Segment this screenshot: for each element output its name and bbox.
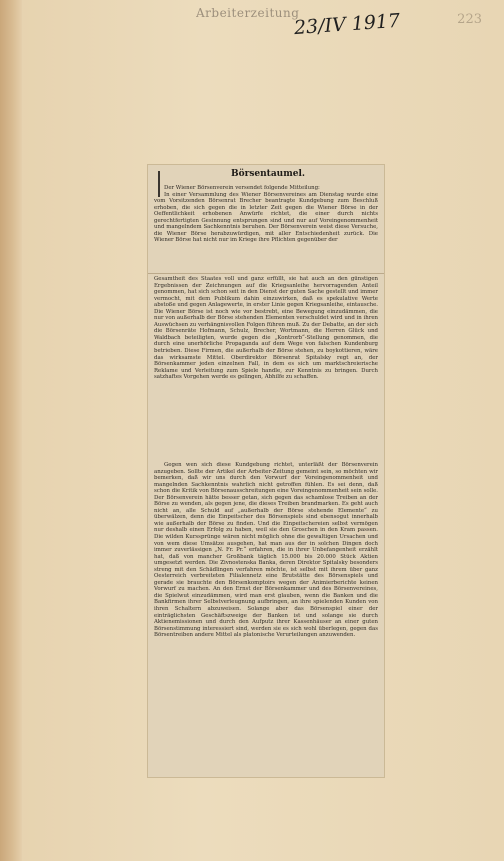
masthead-stamp: Arbeiterzeitung	[196, 6, 300, 20]
folio-number: 223	[457, 12, 482, 27]
newspaper-clipping	[148, 165, 384, 777]
clipping-header-block	[148, 165, 384, 274]
article-paragraph-1: In einer Versammlung des Wiener Börsenvereines am Dienstag wurde eine vom Vorsitzenden Börsenrat Brecher beantragte Kundgebung zum Beschluß erhoben, die sich gegen die in letzter Zeit gegen die Wiener Börse in der Oeffentlichkeit erhobenen Anwürfe richtet, die einer durch nichts gerechtfertigten Gesinnung entsprungen sind und nur auf Voreingenommenheit und mangelndem Sachkenntnis beruhen. Der Börsenverein weist diese Versuche, die Wiener Börse herabzuwürdigen, mit aller Entschiedenheit zurück. Die Wiener Börse hat nicht nur im Kriege ihre Pflichten gegenüber der	[154, 191, 378, 244]
article-paragraph-3: Gegen wen sich diese Kundgebung richtet, unterläßt der Börsenverein anzugeben. Sollte der Artikel der Arbeiter-Zeitung gemeint sein, so möchten wir bemerken, daß wir uns durch den Vorwurf der Voreingenommenheit und mangelnden Sachkenntnis wahrlich nicht getroffen fühlen. Es sei denn, daß schon die Kritik von Börsenausschreitungen eine Voreingenommenheit sein solle. Der Börsenverein hätte besser getan, sich gegen das schamlose Treiben an der Börse zu wenden, als gegen jene, die dieses Treiben brandmarken. Es geht auch nicht an, alle Schuld auf „außerhalb der Börse stehende Elemente“ zu überwälzen, denn die Einpeitscher des Börsenspiels sind ebensogut innerhalb wie außerhalb der Börse zu finden. Und die Einpeitschereien selbst vermögen nur deshalb einen Erfolg zu haben, weil sie den Groschen in den Kram passen. Die wilden Kurssprünge wären nicht möglich ohne die gewaltigen Ursachen und von wem diese Umsätze ausgehen, hat man aus der in solchen Dingen doch immer zuverlässigen „N. Fr. Pr.“ erfahren, die in ihrer Unbefangenheit erzählt hat, daß von mancher Großbank täglich 15.000 bis 20.000 Stück Aktien umgesetzt werden. Die Zivnostenska Banka, deren Direktor Spitalsky besonders streng mit den Schädlingen verfahren möchte, ist selbst mit ihrem über ganz Oesterreich verbreiteten Filialennetz eine Brutstätte des Börsenspiels und gerade sie brauchte den Börsenkomptoirs wegen der Animierberichte keinen Vorwurf zu machen. An den Ernst der Börsenkammer und des Börsenvereines, die Spielwut einzudämmen, wird man erst glauben, wenn die Banken und die Bankfirmen ihrer Selbstverleugnung aufbringen, an ihre spielenden Kunden von ihren Schaltern abzuweisen. Solange aber das Börsenspiel einer der einträglichsten Geschäftszweige der Banken ist und solange sie durch Aktienemissionen und durch den Aufputz ihrer Kassenhäuser an einer guten Börsenstimmung interessiert sind, werden sie es sich wohl überlegen, gegen das Börsentreiben andere Mittel als platonische Verurteilungen anzuwenden.	[154, 462, 378, 639]
article-title: Börsentaumel.	[230, 169, 306, 179]
article-intro: Der Wiener Börsenverein versendet folgende Mitteilung:	[164, 185, 320, 191]
article-intro-block	[154, 185, 378, 271]
article-paragraph-3-block	[154, 462, 378, 774]
sheet-edge	[0, 0, 22, 861]
article-paragraph-2: Gesamtheit des Staates voll und ganz erfüllt, sie hat auch an den günstigen Ergebnissen der Zeichnungen auf die Kriegsanleihe hervorragenden Anteil genommen, hat sich schon seit in den Dienst der guten Sache gestellt und immer vermocht, mit dem Publikum dahin einzuwirken, daß es spekulative Werte abstoße und gegen Anlagewerte, in erster Linie gegen Kriegsanleihe, eintausche. Die Wiener Börse ist noch wie vor bestrebt, eine Bewegung einzudämmen, die nur von außerhalb der Börse stehenden Elementen verschuldet wird und in ihren Auswüchsen zu verhängnisvollen Folgen führen muß. Zu der Debatte, an der sich die Börsenräte Hofmann, Schulz, Brecher, Wortmann, die Herren Glück und Waldbach beteiligten, wurde gegen die „Kontrorb“-Stellung genommen, die durch eine unerhörliche Propaganda auf dem Wege von falschen Kundenburg betrieben. Diese Firmen, die außerhalb der Börse stehen, zu boykottieren, wäre das wirksamste Mittel. Oberdirektor Börsenrat Spitalsky regt an, der Börsenkammer jeden einzelnen Fall, in dem es sich um marktschreierische Reklame und Verleitung zum Spiele handle, zur Kenntnis zu bringen. Durch satzhaftes Vorgehen werde es gelingen, Abhilfe zu schaffen.	[154, 276, 378, 381]
article-paragraph-2-block	[154, 276, 378, 458]
handwritten-date: 23/IV 1917	[293, 9, 401, 40]
